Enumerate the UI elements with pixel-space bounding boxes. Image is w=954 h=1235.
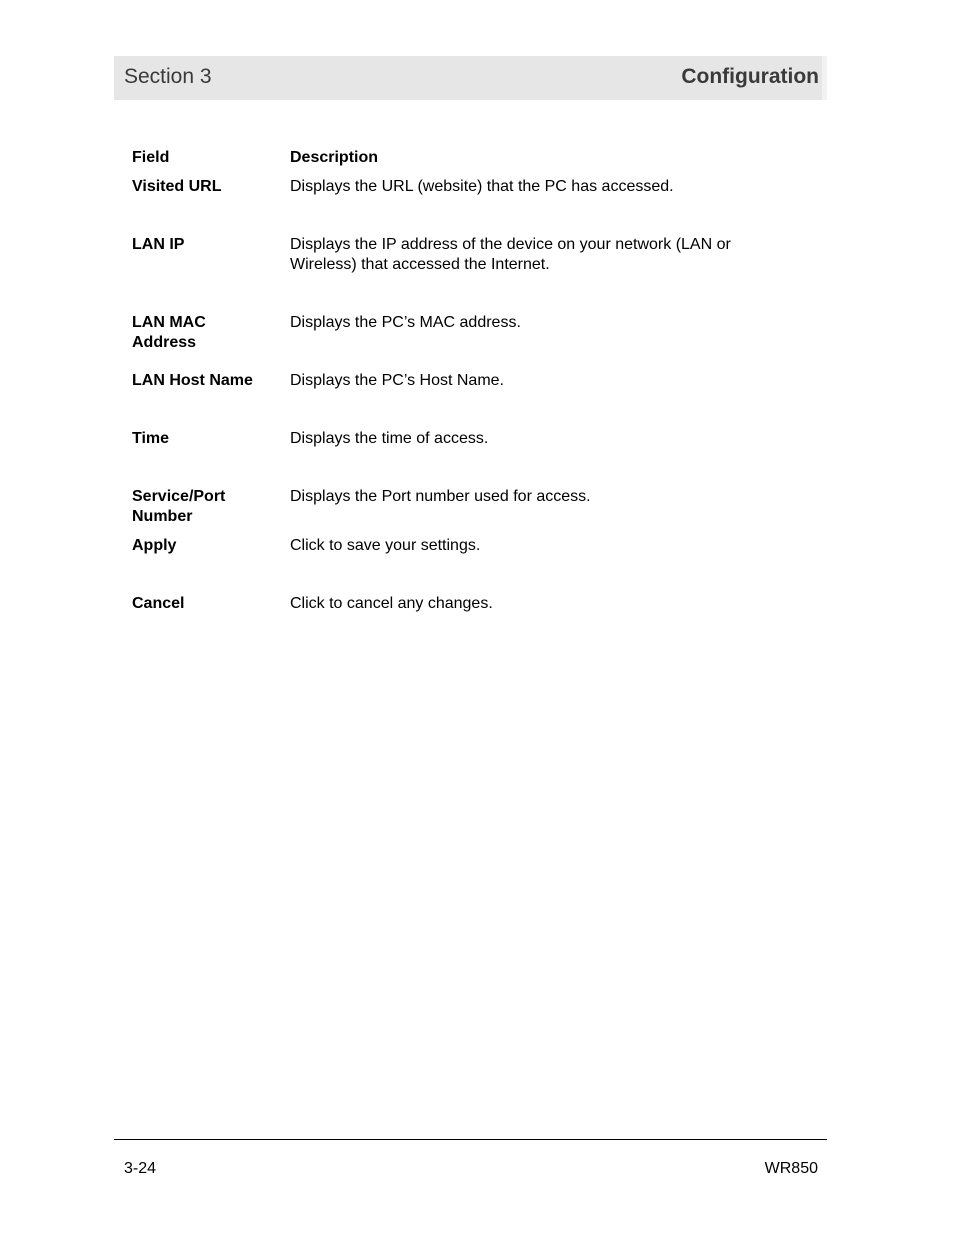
field-description: Displays the URL (website) that the PC has accessed.: [290, 178, 674, 195]
page-number: 3-24: [124, 1160, 157, 1177]
footer-divider: [114, 1139, 827, 1140]
field-name: Visited URL: [132, 178, 222, 195]
field-description: Displays the Port number used for access.: [290, 488, 591, 505]
field-name: Time: [132, 430, 170, 447]
field-description: Displays the PC’s Host Name.: [290, 372, 504, 389]
section-header-bar: [114, 56, 827, 100]
field-description: Displays the time of access.: [290, 430, 489, 447]
column-header-field: Field: [132, 149, 170, 166]
field-name: Apply: [132, 537, 177, 554]
field-name: LAN Host Name: [132, 372, 253, 389]
field-name: LAN IP: [132, 236, 185, 253]
field-name: LAN MAC Address: [132, 314, 206, 351]
field-name: Cancel: [132, 595, 185, 612]
field-description: Click to save your settings.: [290, 537, 481, 554]
header-edge-highlight: [822, 56, 827, 100]
model-name: WR850: [764, 1160, 818, 1177]
page-title: Configuration: [681, 65, 819, 88]
field-description: Click to cancel any changes.: [290, 595, 493, 612]
field-name: Service/Port Number: [132, 488, 226, 525]
section-label: Section 3: [124, 65, 212, 88]
column-header-description: Description: [290, 149, 379, 166]
field-description: Displays the PC’s MAC address.: [290, 314, 521, 331]
field-description: Displays the IP address of the device on your network (LAN or Wireless) that accessed the Internet.: [290, 236, 731, 273]
